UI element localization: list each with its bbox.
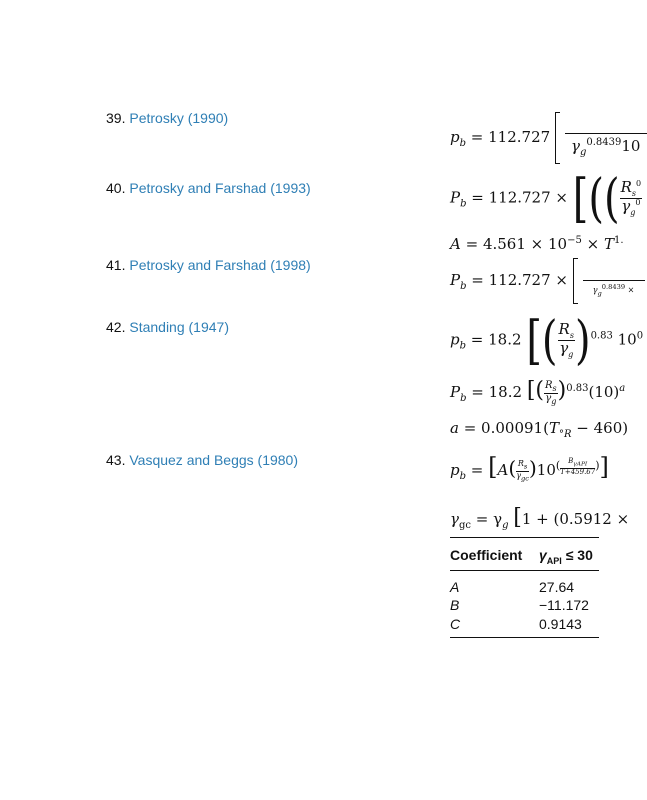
- eq-fraction: [565, 118, 647, 158]
- eq-coefficient: = 112.727 ×: [471, 188, 568, 207]
- eq-text: 10: [621, 137, 641, 155]
- eq-text: (10): [588, 383, 620, 401]
- eq-symbol: R: [517, 459, 524, 469]
- eq-symbol: P: [450, 271, 461, 289]
- reference-link[interactable]: Petrosky and Farshad (1998): [129, 257, 311, 273]
- eq-exponent: 1.: [613, 235, 624, 246]
- eq-text: = γ: [475, 510, 503, 528]
- reference-link[interactable]: Vasquez and Beggs (1980): [129, 452, 298, 468]
- eq-exponent: 0.8439: [586, 137, 622, 148]
- equation-40b: $A = 4.561 \times 10^{-5} \times T^{1.}$: [450, 235, 624, 253]
- eq-coefficient: = 112.727 ×: [471, 271, 568, 289]
- reference-link[interactable]: Petrosky (1990): [129, 110, 229, 126]
- eq-symbol: γ: [592, 285, 598, 295]
- eq-text: T+459.67: [560, 468, 596, 477]
- eq-text: 1 + (0.5912 ×: [521, 510, 630, 528]
- eq-subscript: b: [459, 138, 467, 149]
- eq-subscript: b: [460, 198, 467, 210]
- eq-subscript: s: [523, 462, 528, 471]
- eq-brackets: [((: [572, 168, 620, 229]
- reference-42: [106, 319, 229, 335]
- eq-symbol: A: [497, 461, 509, 479]
- eq-text: 10: [536, 461, 556, 479]
- equation-41: [450, 258, 645, 304]
- eq-coefficient: = 18.2: [471, 383, 523, 401]
- table-row-label: C: [450, 616, 461, 632]
- coefficient-table: [450, 537, 599, 639]
- eq-fraction: [583, 265, 645, 297]
- eq-exponent: 0: [636, 179, 642, 188]
- eq-subscript: b: [459, 471, 467, 482]
- eq-symbol: γ: [571, 137, 580, 155]
- eq-exponent: 0.83: [566, 383, 589, 394]
- eq-symbol: γ: [516, 470, 521, 480]
- eq-symbol: p: [450, 128, 460, 146]
- eq-subscript: g: [568, 350, 574, 359]
- eq-subscript: °R: [558, 429, 572, 440]
- reference-link[interactable]: Petrosky and Farshad (1993): [129, 180, 311, 196]
- eq-exponent: 0: [636, 330, 644, 342]
- eq-exponent: 0.83: [590, 330, 613, 342]
- equation-42: $p_b = 18.2$ [( $\frac{R_s}{\gamma_g}$ )$^{0.83}$ $10^0$: [450, 310, 644, 371]
- api-subscript: API: [546, 555, 562, 566]
- eq-symbol: P: [450, 188, 461, 207]
- equation-43b: $\gamma_{gc} = \gamma_g$ [1 + (0.5912 ×: [450, 505, 630, 531]
- table-cell-value: 27.64: [539, 579, 575, 595]
- table-cell-value: −11.172: [539, 597, 589, 613]
- reference-number: 40.: [106, 180, 126, 196]
- eq-subscript: g: [502, 520, 509, 531]
- eq-subscript: b: [460, 393, 467, 404]
- gamma-symbol: γ: [539, 547, 547, 563]
- reference-number: 42.: [106, 319, 126, 335]
- eq-exponent: a: [619, 383, 626, 394]
- reference-number: 43.: [106, 452, 126, 468]
- eq-subscript: g: [579, 147, 587, 158]
- eq-brackets: [(: [526, 310, 558, 371]
- reference-40: [106, 180, 311, 196]
- left-bracket: [573, 258, 578, 304]
- eq-coefficient: = 18.2: [470, 330, 522, 349]
- table-bottom-rule: [450, 637, 599, 638]
- reference-41: [106, 257, 311, 273]
- eq-symbol: R: [620, 178, 632, 196]
- eq-text: =: [470, 461, 484, 479]
- table-row-label: B: [450, 597, 460, 613]
- eq-subscript: g: [597, 289, 602, 298]
- eq-subscript: s: [631, 189, 636, 198]
- reference-43: [106, 452, 298, 468]
- eq-fraction: [620, 180, 643, 217]
- column-header-coefficient: Coefficient: [450, 547, 523, 563]
- eq-fraction: [558, 322, 575, 359]
- eq-symbol: γ: [559, 339, 569, 357]
- eq-symbol: R: [558, 320, 570, 338]
- eq-subscript: s: [569, 331, 574, 340]
- reference-link[interactable]: Standing (1947): [129, 319, 229, 335]
- eq-subscript: g: [630, 208, 636, 217]
- reference-number: 41.: [106, 257, 126, 273]
- eq-exponent: 0: [635, 198, 641, 207]
- equation-42c: $a = 0.00091(T_{^\circ R} - 460)$: [450, 419, 629, 440]
- eq-exponent: 0.8439: [601, 283, 626, 292]
- table-header-rule: [450, 570, 599, 571]
- eq-subscript: gc: [458, 520, 471, 531]
- eq-coefficient: = 112.727: [470, 128, 551, 146]
- eq-subscript: γAPI: [573, 461, 588, 468]
- eq-subscript: b: [459, 340, 467, 352]
- eq-text: − 460): [576, 419, 629, 437]
- equation-43: $p_b = [A$( $\frac{R_s}{\gamma_{gc}}$ )$10^{( \frac{B_{\gamma API}}{T+459.67} )}$]: [450, 453, 609, 483]
- equation-42b: $P_b = 18.2$ [( $\frac{R_s}{\gamma_g}$ )$^{0.83}(10)^a$: [450, 378, 626, 406]
- left-bracket: [555, 112, 560, 164]
- eq-exponent: −5: [567, 235, 582, 246]
- eq-text: 10: [617, 330, 637, 349]
- eq-subscript: gc: [520, 474, 529, 483]
- reference-39: [106, 110, 228, 126]
- eq-symbol: γ: [621, 197, 631, 215]
- table-top-rule: [450, 537, 599, 538]
- eq-symbol: γ: [450, 510, 459, 528]
- table-cell-value: 0.9143: [539, 616, 582, 632]
- column-header-gamma-api: [539, 547, 593, 566]
- eq-symbol: p: [450, 330, 460, 349]
- equation-40: [450, 168, 642, 229]
- table-row-label: A: [450, 579, 460, 595]
- equation-39: [450, 112, 647, 164]
- eq-subscript: b: [460, 281, 467, 292]
- eq-symbol: p: [450, 461, 460, 479]
- condition-text: ≤ 30: [565, 547, 593, 563]
- eq-symbol: B: [568, 456, 574, 465]
- eq-text: ×: [627, 285, 635, 295]
- reference-number: 39.: [106, 110, 126, 126]
- eq-symbol: P: [450, 383, 461, 401]
